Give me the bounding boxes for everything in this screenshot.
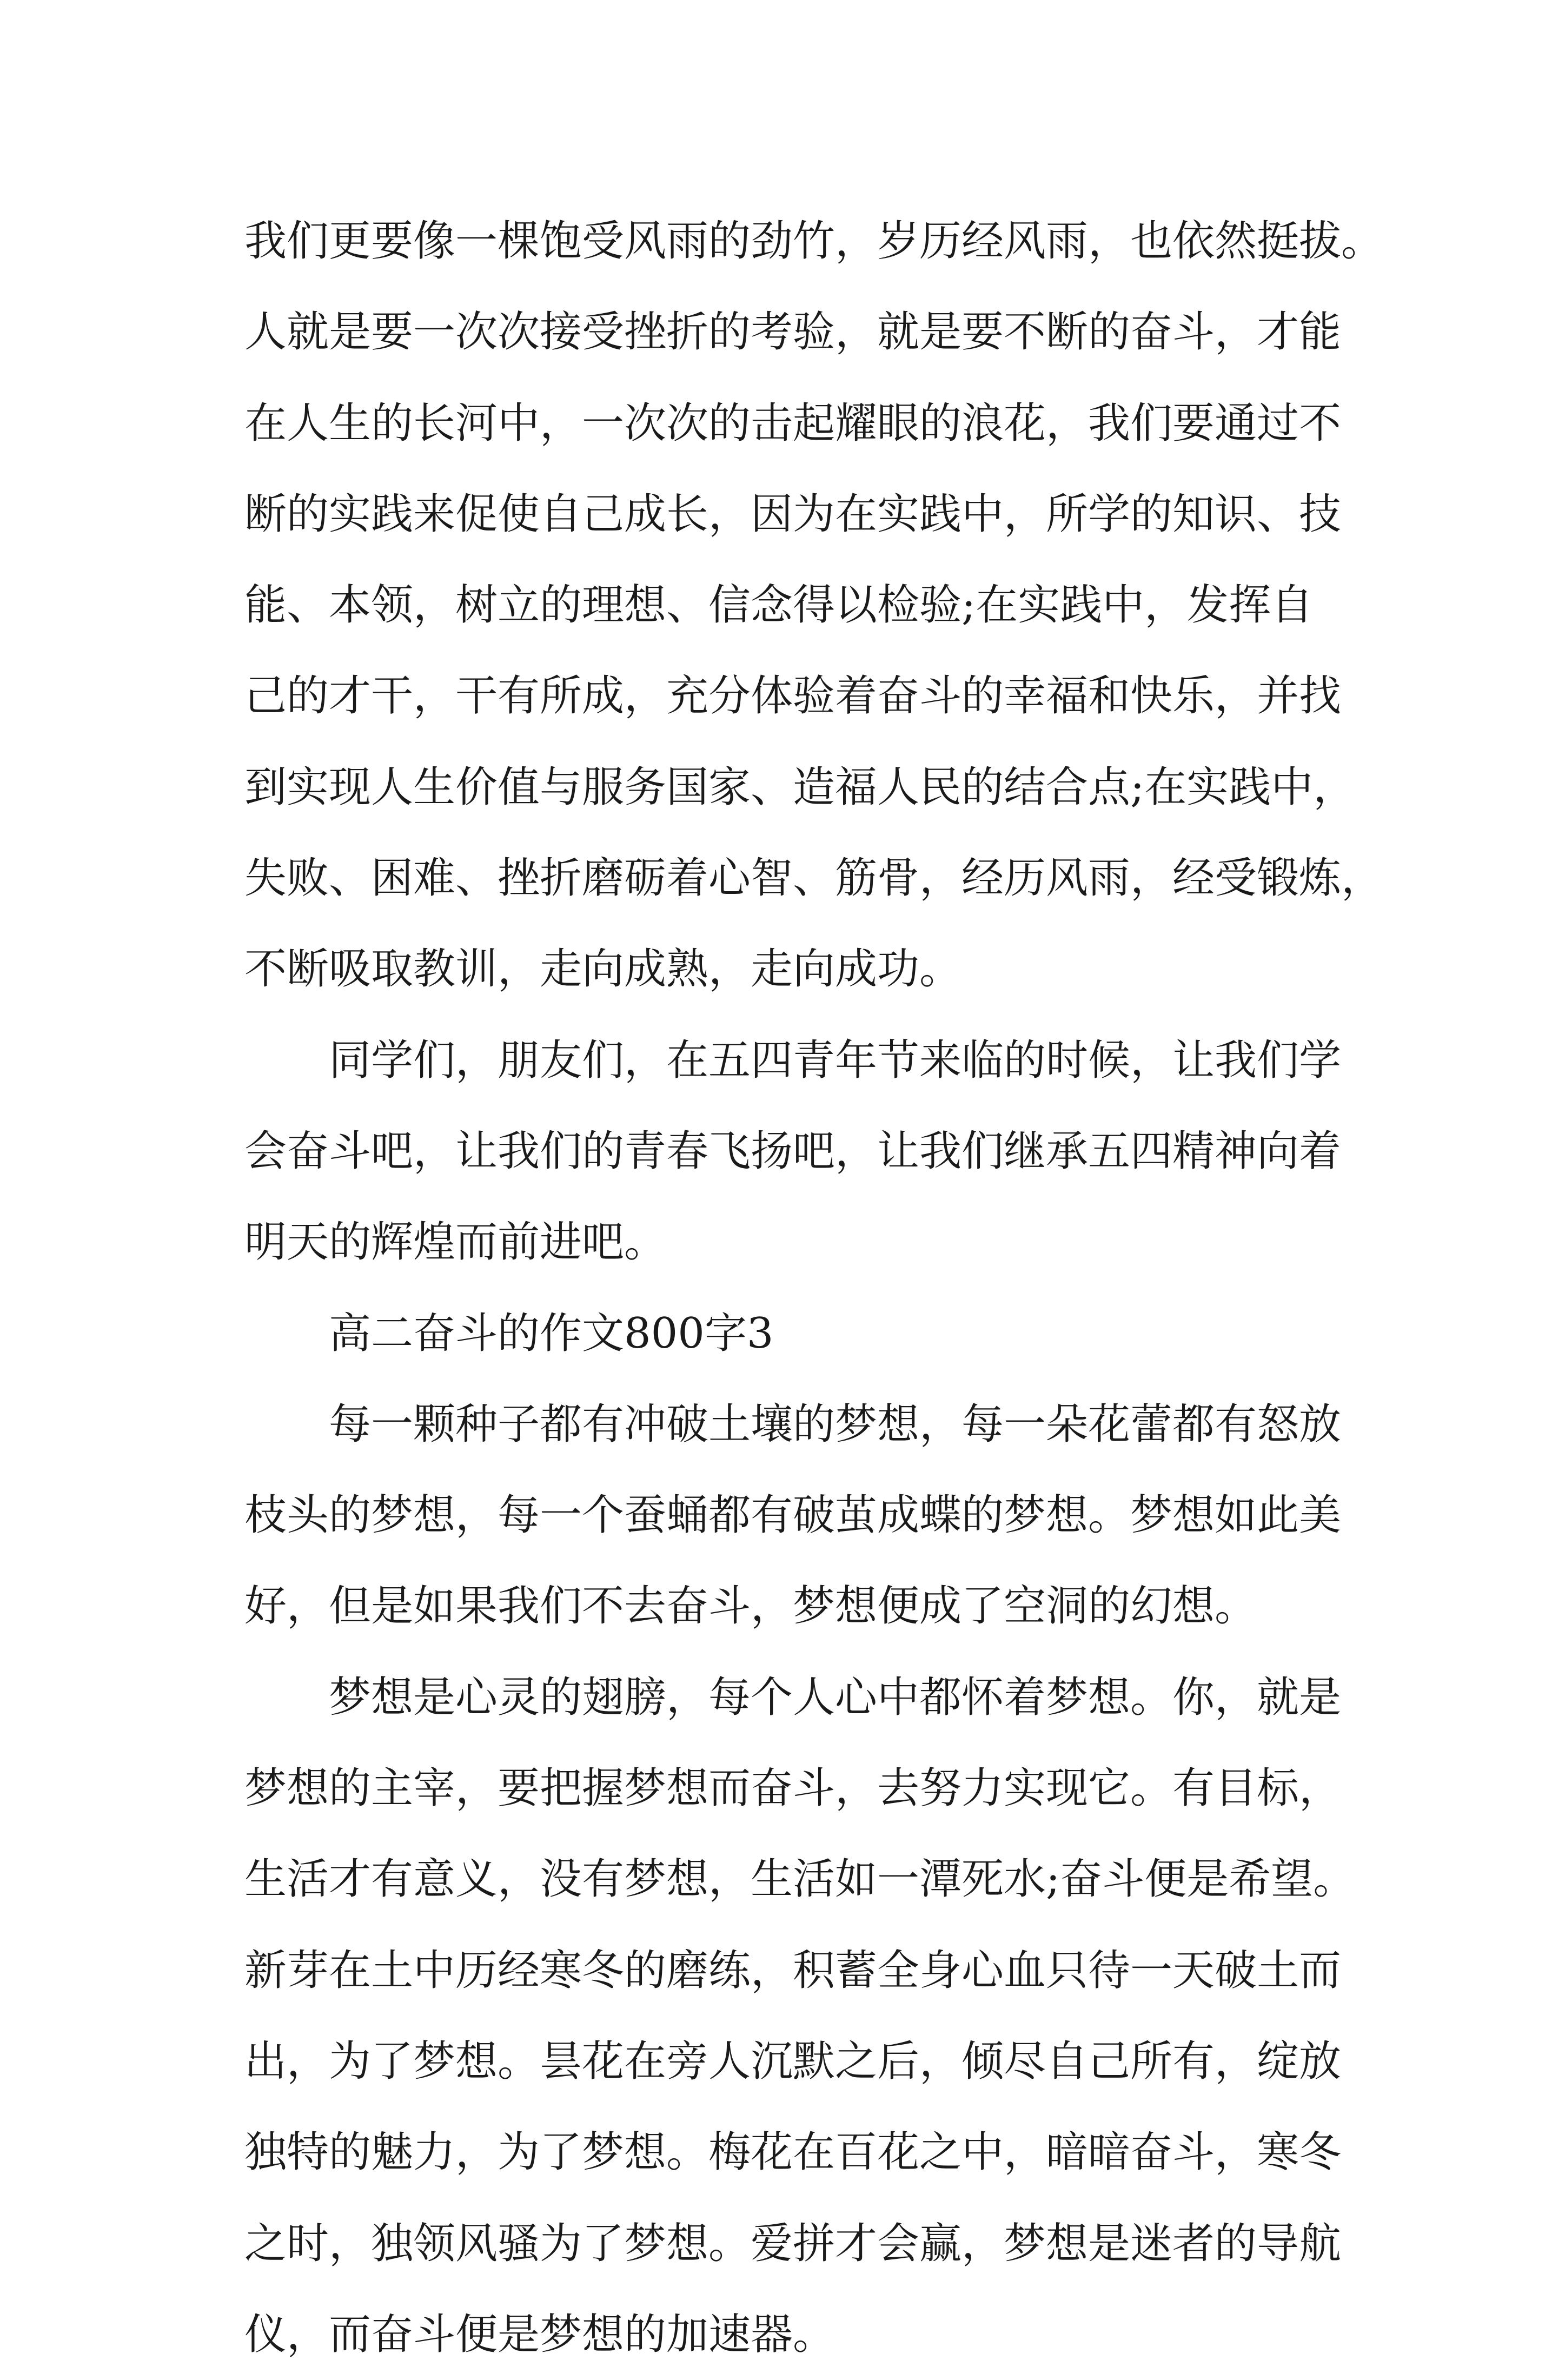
text-line: 新芽在土中历经寒冬的磨练，积蓄全身心血只待一天破土而: [244, 1946, 1342, 1995]
text-line: 不断吸取教训，走向成熟，走向成功。: [244, 945, 962, 994]
text-line: 我们更要像一棵饱受风雨的劲竹，岁历经风雨，也依然挺拔。: [244, 217, 1384, 266]
paragraph-start-line: 同学们，朋友们，在五四青年节来临的时候，让我们学: [329, 1036, 1342, 1085]
text-line: 生活才有意义，没有梦想，生活如一潭死水;奋斗便是希望。: [244, 1855, 1356, 1904]
paragraph-start-line: 梦想是心灵的翅膀，每个人心中都怀着梦想。你，就是: [329, 1673, 1342, 1722]
paragraph-start-line: 每一颗种子都有冲破土壤的梦想，每一朵花蕾都有怒放: [329, 1400, 1342, 1449]
text-line: 能、本领，树立的理想、信念得以检验;在实践中，发挥自: [244, 581, 1314, 630]
text-line: 到实现人生价值与服务国家、造福人民的结合点;在实践中，: [244, 763, 1356, 812]
text-line: 失败、困难、挫折磨砺着心智、筋骨，经历风雨，经受锻炼，: [244, 854, 1384, 903]
text-line: 断的实践来促使自己成长，因为在实践中，所学的知识、技: [244, 489, 1342, 539]
text-line: 出，为了梦想。昙花在旁人沉默之后，倾尽自己所有，绽放: [244, 2037, 1342, 2086]
text-line: 人就是要一次次接受挫折的考验，就是要不断的奋斗，才能: [244, 308, 1342, 357]
text-line: 仪，而奋斗便是梦想的加速器。: [244, 2310, 835, 2359]
text-line: 独特的魅力，为了梦想。梅花在百花之中，暗暗奋斗，寒冬: [244, 2128, 1342, 2177]
text-line: 己的才干，干有所成，充分体验着奋斗的幸福和快乐，并找: [244, 672, 1342, 721]
text-line: 之时，独领风骚为了梦想。爱拼才会赢，梦想是迷者的导航: [244, 2219, 1342, 2268]
text-line: 会奋斗吧，让我们的青春飞扬吧，让我们继承五四精神向着: [244, 1126, 1342, 1176]
text-line: 梦想的主宰，要把握梦想而奋斗，去努力实现它。有目标，: [244, 1764, 1342, 1813]
body-text: [244, 196, 1384, 2380]
text-line: 明天的辉煌而前进吧。: [244, 1218, 667, 1267]
section-heading: 高二奋斗的作文800字3: [329, 1309, 774, 1358]
text-line: 枝头的梦想，每一个蚕蛹都有破茧成蝶的梦想。梦想如此美: [244, 1491, 1342, 1540]
text-line: 在人生的长河中，一次次的击起耀眼的浪花，我们要通过不: [244, 399, 1342, 448]
text-line: 好，但是如果我们不去奋斗，梦想便成了空洞的幻想。: [244, 1582, 1257, 1631]
